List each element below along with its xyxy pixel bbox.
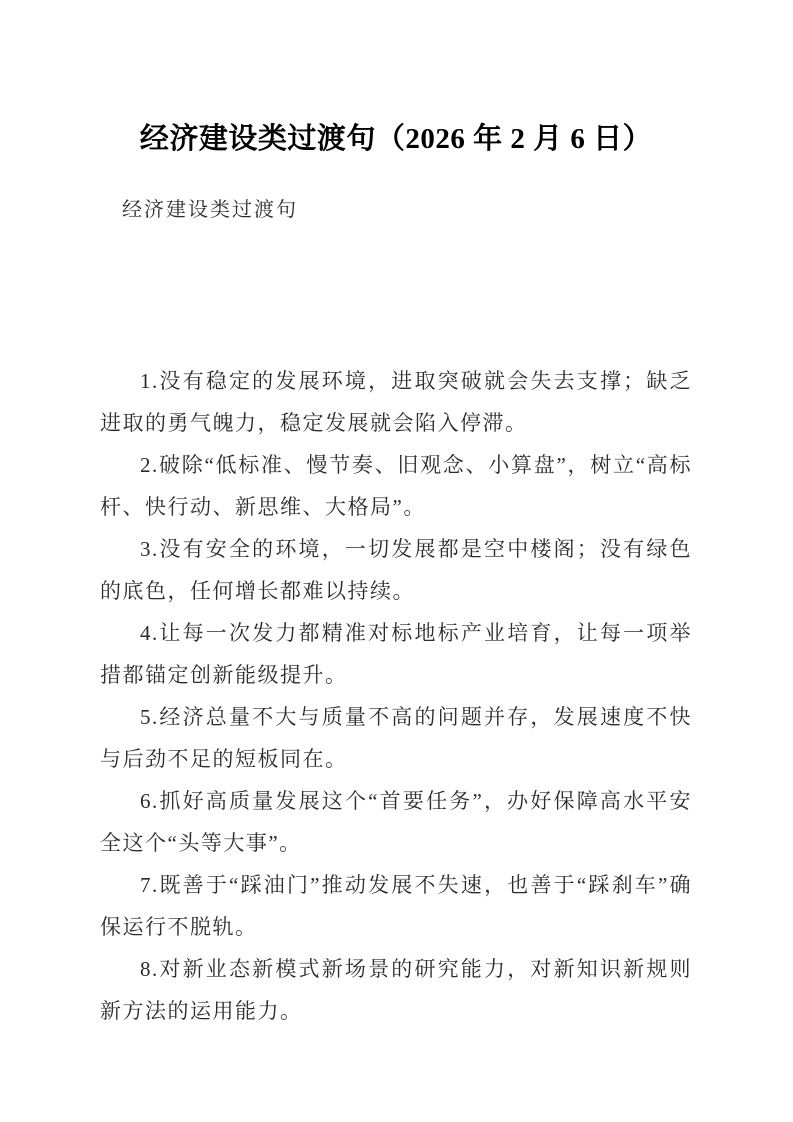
paragraph-2: 2.破除“低标准、慢节奏、旧观念、小算盘”，树立“高标杆、快行动、新思维、大格局”。: [100, 453, 692, 519]
paragraph-7: 7.既善于“踩油门”推动发展不失速，也善于“踩刹车”确保运行不脱轨。: [100, 873, 692, 939]
paragraph-list: [100, 360, 692, 1032]
document-subtitle: 经济建设类过渡句: [122, 199, 298, 221]
paragraph-4: 4.让每一次发力都精准对标地标产业培育，让每一项举措都锚定创新能级提升。: [100, 621, 692, 687]
paragraph-6: 6.抓好高质量发展这个“首要任务”，办好保障高水平安全这个“头等大事”。: [100, 789, 692, 855]
document-content: [0, 120, 793, 1032]
paragraph-3: 3.没有安全的环境，一切发展都是空中楼阁；没有绿色的底色，任何增长都难以持续。: [100, 537, 692, 603]
paragraph-1: 1.没有稳定的发展环境，进取突破就会失去支撑；缺乏进取的勇气魄力，稳定发展就会陷入停滞。: [100, 369, 692, 435]
paragraph-5: 5.经济总量不大与质量不高的问题并存，发展速度不快与后劲不足的短板同在。: [100, 705, 692, 771]
paragraph-8: 8.对新业态新模式新场景的研究能力，对新知识新规则新方法的运用能力。: [100, 957, 692, 1023]
document-title: 经济建设类过渡句（2026 年 2 月 6 日）: [139, 123, 653, 155]
